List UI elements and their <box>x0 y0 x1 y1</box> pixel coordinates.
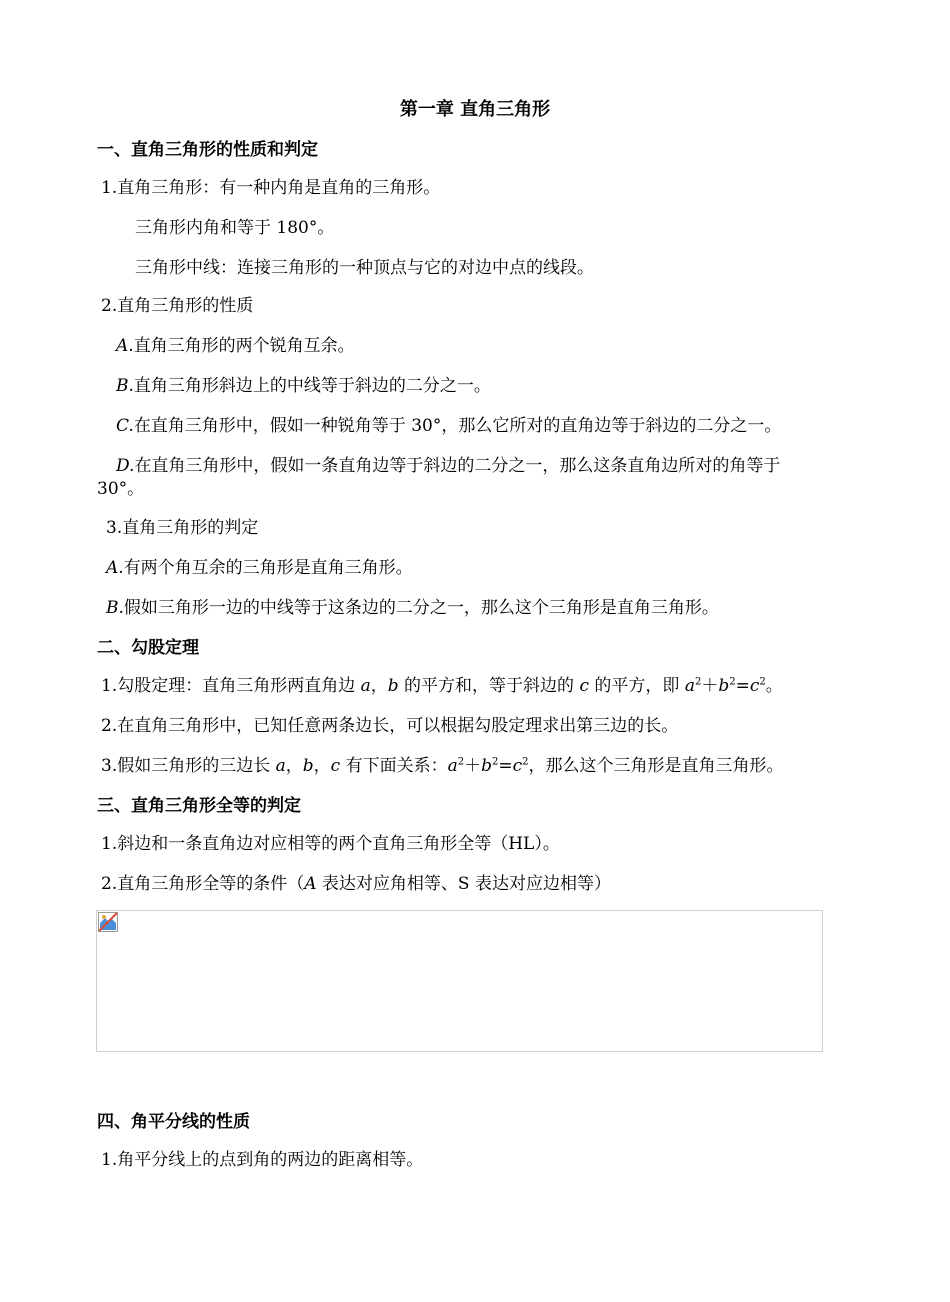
exponent: 2 <box>694 676 702 688</box>
exponent: 2 <box>729 676 736 688</box>
s1-item-2B <box>116 375 491 397</box>
item-label: C. <box>116 416 134 436</box>
formula-b: b <box>481 756 492 776</box>
s1-paragraph-1a: 三角形内角和等于 180°。 <box>135 218 335 238</box>
var-a: a <box>275 756 286 776</box>
text: 3.假如三角形的三边长 <box>101 756 276 776</box>
s2-paragraph-2: 2.在直角三角形中，已知任意两条边长，可以根据勾股定理求出第三边的长。 <box>101 716 679 736</box>
var-A: A <box>304 874 317 894</box>
var-a: a <box>360 676 371 696</box>
text: 的平方，即 <box>589 676 685 696</box>
item-text: 在直角三角形中，假如一条直角边等于斜边的二分之一，那么这条直角边所对的角等于 <box>134 456 781 476</box>
s1-paragraph-3: 3.直角三角形的判定 <box>106 518 259 538</box>
text: 。 <box>765 676 783 696</box>
formula-b: b <box>718 676 730 696</box>
s1-paragraph-1b: 三角形中线：连接三角形的一种顶点与它的对边中点的线段。 <box>135 258 594 278</box>
s2-paragraph-3 <box>101 755 784 777</box>
text: 2.直角三角形全等的条件（ <box>101 874 305 894</box>
s1-item-2D <box>116 455 780 477</box>
item-label: B. <box>116 376 134 396</box>
var-b: b <box>302 756 314 776</box>
s1-paragraph-2: 2.直角三角形的性质 <box>101 296 254 316</box>
exponent: 2 <box>492 756 499 768</box>
text: ， <box>285 756 303 776</box>
s1-item-2A <box>116 335 355 357</box>
item-text: 有两个角互余的三角形是直角三角形。 <box>123 558 413 578</box>
plus-sign: ＋ <box>464 756 482 776</box>
chapter-title: 第一章 直角三角形 <box>399 99 551 120</box>
text: ，那么这个三角形是直角三角形。 <box>528 756 784 776</box>
s4-paragraph-1: 1.角平分线上的点到角的两边的距离相等。 <box>101 1150 424 1170</box>
item-label: A. <box>106 558 124 578</box>
item-text: 直角三角形的两个锐角互余。 <box>133 336 355 356</box>
broken-image-icon <box>98 912 118 932</box>
s3-paragraph-1: 1.斜边和一条直角边对应相等的两个直角三角形全等（HL）。 <box>101 834 560 854</box>
formula-c: c <box>749 676 760 696</box>
text: ， <box>313 756 331 776</box>
text: 的平方和，等于斜边的 <box>398 676 580 696</box>
equals-sign: = <box>735 676 750 696</box>
text: ， <box>370 676 388 696</box>
equals-sign: = <box>498 756 513 776</box>
s1-item-2C <box>116 415 781 437</box>
section-heading-4: 四、角平分线的性质 <box>97 1112 250 1132</box>
item-text: 假如三角形一边的中线等于这条边的二分之一，那么这个三角形是直角三角形。 <box>123 598 719 618</box>
s1-item-3A <box>106 557 413 579</box>
section-heading-3: 三、直角三角形全等的判定 <box>97 796 301 816</box>
formula-a: a <box>684 676 695 696</box>
image-placeholder <box>96 910 823 1052</box>
s1-item-2D-continued: 30°。 <box>97 479 145 499</box>
item-text: 在直角三角形中，假如一种锐角等于 30°，那么它所对的直角边等于斜边的二分之一。 <box>133 416 782 436</box>
formula-c: c <box>512 756 523 776</box>
item-label: A. <box>116 336 134 356</box>
var-b: b <box>387 676 399 696</box>
section-heading-1: 一、直角三角形的性质和判定 <box>97 140 318 160</box>
item-label: D. <box>116 456 135 476</box>
item-label: B. <box>106 598 124 618</box>
s3-paragraph-2 <box>101 873 611 895</box>
item-text: 直角三角形斜边上的中线等于斜边的二分之一。 <box>133 376 491 396</box>
formula-a: a <box>447 756 458 776</box>
exponent: 2 <box>457 756 465 768</box>
exponent: 2 <box>759 676 766 688</box>
exponent: 2 <box>522 756 529 768</box>
text: 有下面关系： <box>340 756 448 776</box>
section-heading-2: 二、勾股定理 <box>97 638 199 658</box>
plus-sign: ＋ <box>701 676 719 696</box>
s1-paragraph-1: 1.直角三角形：有一种内角是直角的三角形。 <box>101 178 441 198</box>
s2-paragraph-1 <box>101 675 783 697</box>
var-c: c <box>330 756 341 776</box>
text: 1.勾股定理：直角三角形两直角边 <box>101 676 361 696</box>
var-c: c <box>579 676 589 696</box>
text: 表达对应角相等、S 表达对应边相等） <box>316 874 611 894</box>
s1-item-3B <box>106 597 719 619</box>
